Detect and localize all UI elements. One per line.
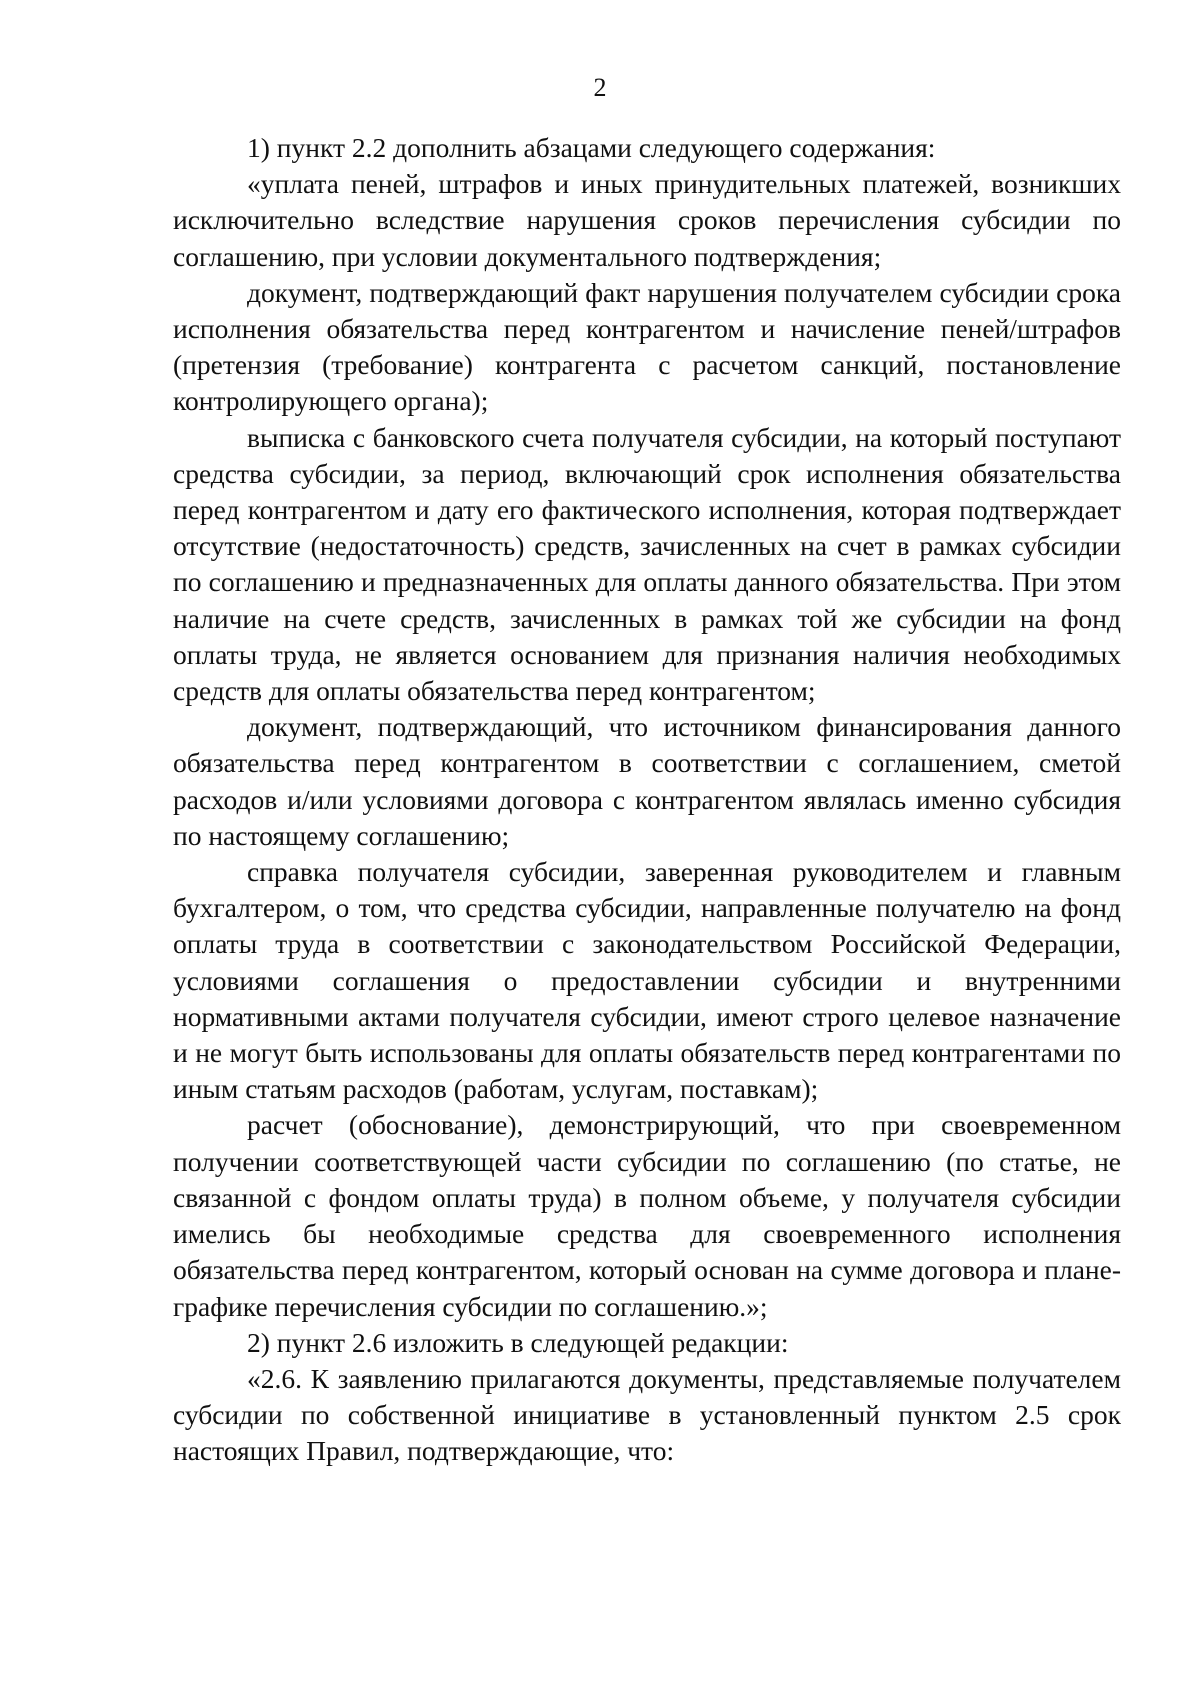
- amendment-item-2-intro: 2) пункт 2.6 изложить в следующей редакции:: [247, 1326, 789, 1358]
- paragraph-funding-source-document: документ, подтверждающий, что источником финансирования данного обязательства перед контрагентом в соответствии с соглашением, сметой расходов и/или условиями договора с контрагентом являлась именно субсидия по настоящему соглашению;: [173, 711, 1121, 851]
- paragraph-calculation-justification: расчет (обоснование), демонстрирующий, что при своевременном получении соответствующей части субсидии по соглашению (по статье, не связанной с фондом оплаты труда) в полном объеме, у получателя субсидии имелись бы необходимые средства для своевременного исполнения обязательства перед контрагентом, который основан на сумме договора и плане-графике перечисления субсидии по соглашению.»;: [173, 1109, 1121, 1322]
- paragraph-penalties-payment: «уплата пеней, штрафов и иных принудительных платежей, возникших исключительно вследствие нарушения сроков перечисления субсидии по соглашению, при условии документального подтверждения;: [173, 168, 1121, 272]
- paragraph-violation-document: документ, подтверждающий факт нарушения получателем субсидии срока исполнения обязательства перед контрагентом и начисление пеней/штрафов (претензия (требование) контрагента с расчетом санкций, постановление контролирующего органа);: [173, 276, 1121, 417]
- paragraph-clause-2-6: «2.6. К заявлению прилагаются документы, представляемые получателем субсидии по собственной инициативе в установленный пунктом 2.5 срок настоящих Правил, подтверждающие, что:: [173, 1362, 1121, 1467]
- document-body: [173, 130, 1121, 1470]
- amendment-item-1-intro: 1) пункт 2.2 дополнить абзацами следующего содержания:: [247, 132, 936, 163]
- paragraph-bank-statement: выписка с банковского счета получателя субсидии, на который поступают средства субсидии, за период, включающий срок исполнения обязательства перед контрагентом и дату его фактического исполнения, которая подтверждает отсутствие (недостаточность) средств, зачисленных на счет в рамках субсидии по соглашению и предназначенных для оплаты данного обязательства. При этом наличие на счете средств, зачисленных в рамках той же субсидии на фонд оплаты труда, не является основанием для признания наличия необходимых средств для оплаты обязательства перед контрагентом;: [173, 421, 1121, 707]
- page-number: 2: [593, 73, 607, 102]
- paragraph-recipient-certificate: справка получателя субсидии, заверенная руководителем и главным бухгалтером, о том, что средства субсидии, направленные получателю на фонд оплаты труда в соответствии с законодательством Российской Федерации, условиями соглашения о предоставлении субсидии и внутренними нормативными актами получателя субсидии, имеют строго целевое назначение и не могут быть использованы для оплаты обязательств перед контрагентами по иным статьям расходов (работам, услугам, поставкам);: [173, 856, 1121, 1105]
